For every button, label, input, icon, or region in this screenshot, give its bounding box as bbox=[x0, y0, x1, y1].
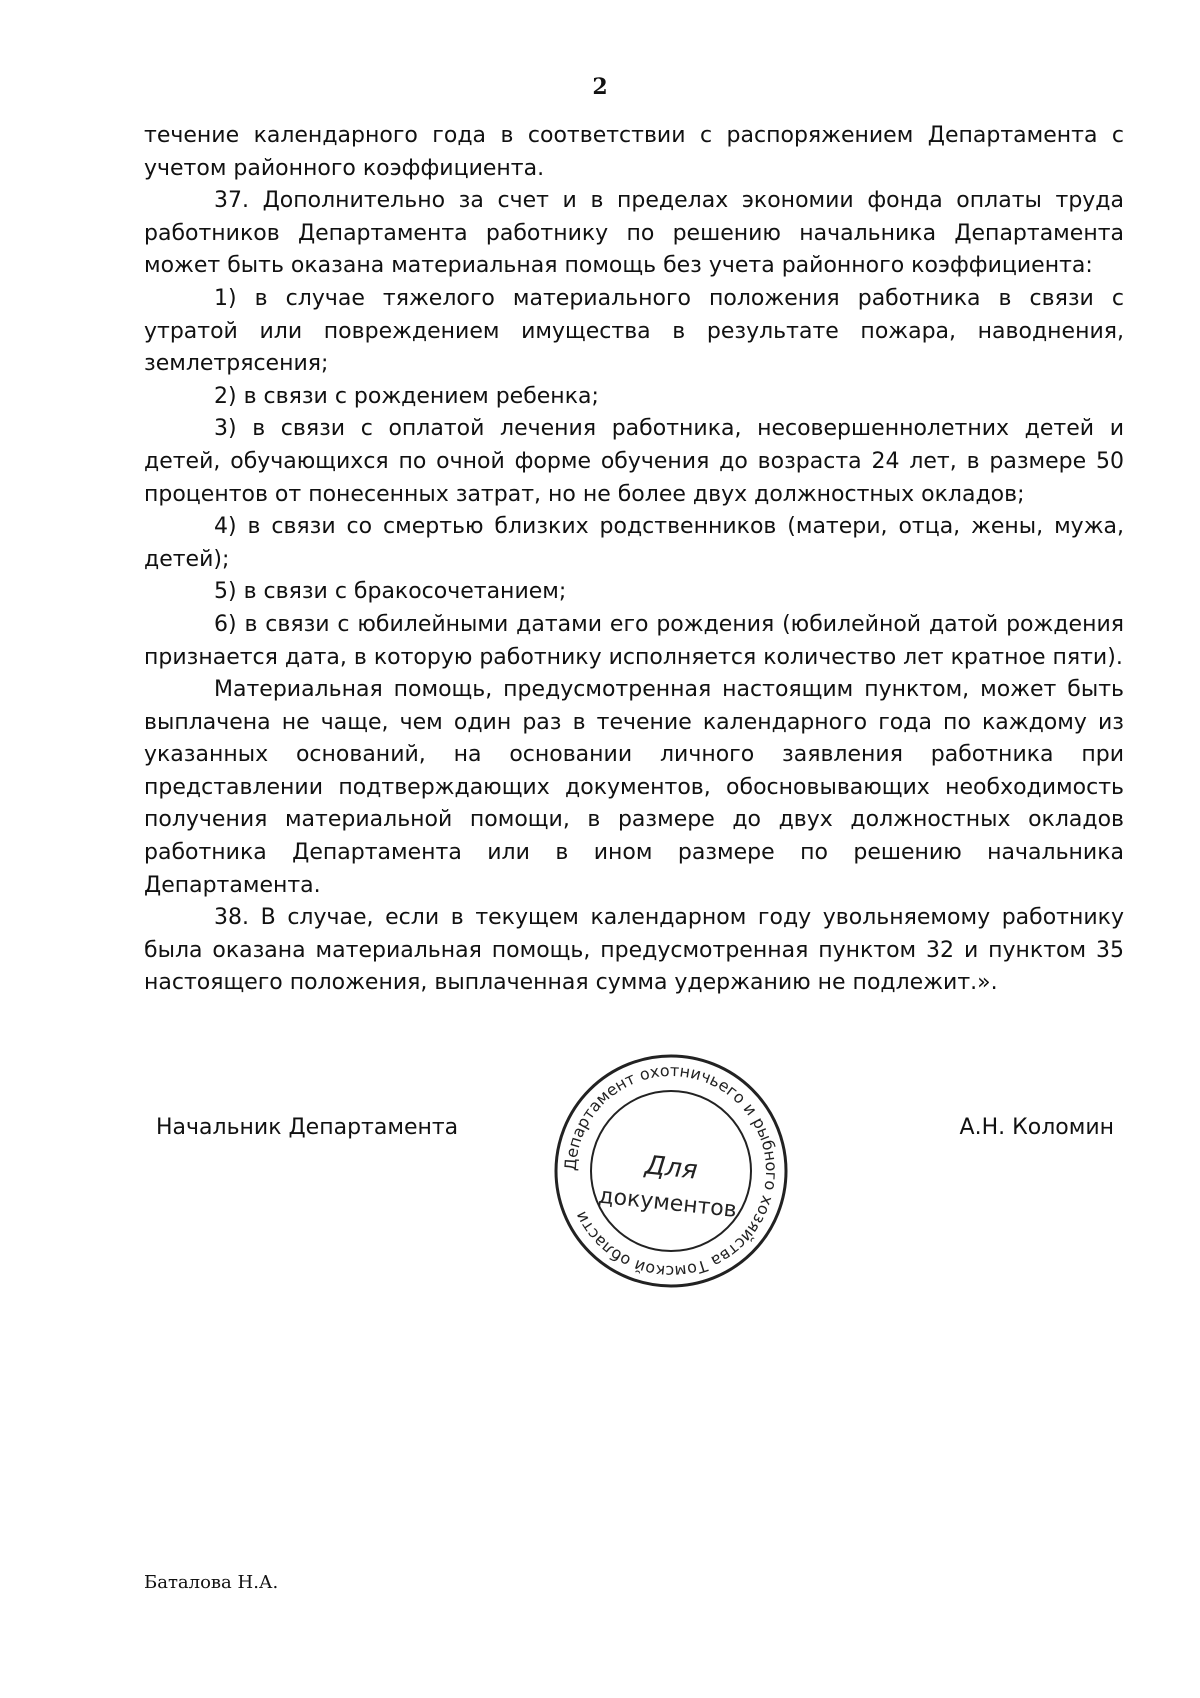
paragraph-item-38: 38. В случае, если в текущем календарном году увольняемому работнику была оказана материальная помощь, предусмотренная пунктом 32 и пунктом 35 настоящего положения, выплаченная сумма удержанию не подлежит.». bbox=[144, 905, 1124, 996]
signer-name: А.Н. Коломин bbox=[959, 1115, 1114, 1140]
stamp-center-line2: документов bbox=[597, 1183, 738, 1224]
paragraph-subitem-4: 4) в связи со смертью близких родственников (матери, отца, жены, мужа, детей); bbox=[144, 514, 1124, 572]
page-number: 2 bbox=[592, 74, 608, 100]
paragraph-subitem-2: 2) в связи с рождением ребенка; bbox=[214, 383, 599, 409]
paragraph-subitem-1: 1) в случае тяжелого материального положения работника в связи с утратой или повреждением имущества в результате пожара, наводнения, землетрясения; bbox=[144, 285, 1124, 377]
executor-name: Баталова Н.А. bbox=[144, 1572, 279, 1593]
paragraph-subitem-5: 5) в связи с бракосочетанием; bbox=[214, 579, 567, 605]
stamp-center-line1: Для bbox=[643, 1150, 700, 1186]
paragraph-subitem-6: 6) в связи с юбилейными датами его рождения (юбилейной датой рождения признается дата, в которую работнику исполняется количество лет кратное пяти). bbox=[144, 611, 1124, 670]
stamp-ring-text: Департамент охотничьего и рыбного хозяйства Томской области bbox=[560, 1060, 782, 1282]
document-body bbox=[144, 120, 1124, 1000]
paragraph-subitem-3: 3) в связи с оплатой лечения работника, несовершеннолетних детей и детей, обучающихся по очной форме обучения до возраста 24 лет, в размере 50 процентов от понесенных затрат, но не более двух должностных окладов; bbox=[144, 416, 1124, 507]
paragraph-material-aid: Материальная помощь, предусмотренная настоящим пунктом, может быть выплачена не чаще, чем один раз в течение календарного года по каждому из указанных оснований, на основании личного заявления работника при представлении подтверждающих документов, обосновывающих необходимость получения материальной помощи, в размере до двух должностных окладов работника Департамента или в ином размере по решению начальника Департамента. bbox=[144, 677, 1124, 898]
signer-position: Начальник Департамента bbox=[156, 1115, 459, 1140]
official-stamp bbox=[552, 1052, 790, 1290]
paragraph-continuation: течение календарного года в соответствии с распоряжением Департамента с учетом районного коэффициента. bbox=[144, 123, 1124, 181]
paragraph-item-37: 37. Дополнительно за счет и в пределах экономии фонда оплаты труда работников Департамента работнику по решению начальника Департамента может быть оказана материальная помощь без учета районного коэффициента: bbox=[144, 188, 1124, 279]
